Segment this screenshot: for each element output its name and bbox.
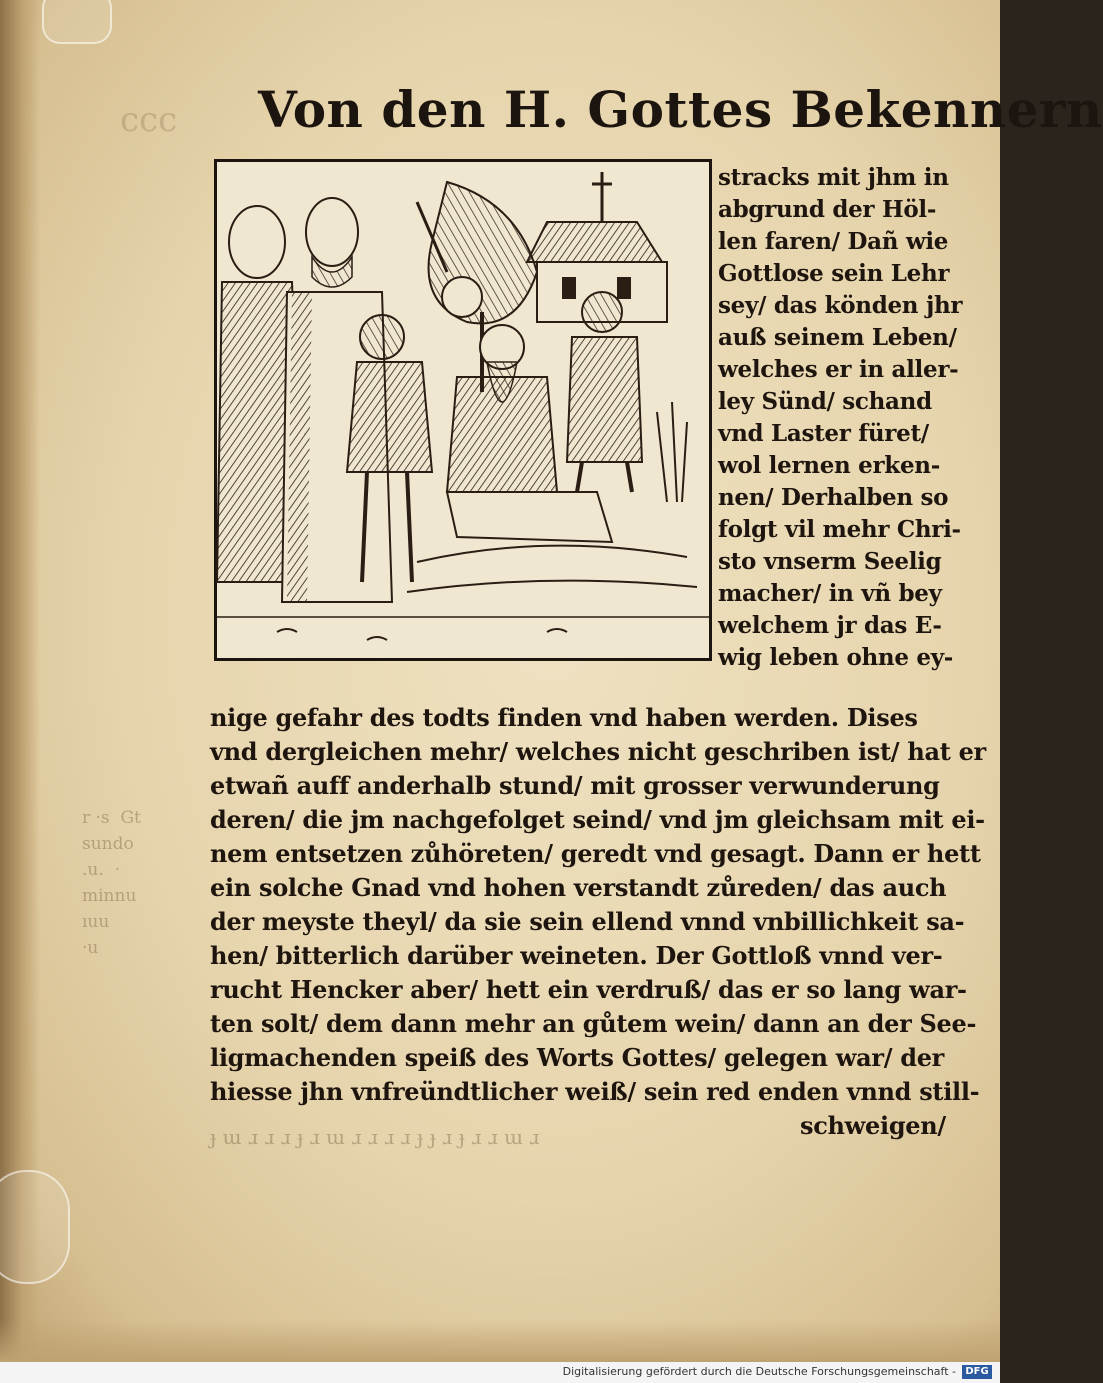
text-line: rucht Hencker aber/ hett ein verdruß/ das er so lang war- <box>210 975 967 1004</box>
text-line: wig leben ohne ey- <box>718 644 954 671</box>
text-line: hiesse jhn vnfreündtlicher weiß/ sein red enden vnnd still- <box>210 1077 980 1106</box>
text-line: sto vnserm Seelig <box>718 548 942 575</box>
text-line: wol lernen erken- <box>718 452 940 479</box>
text-line: macher/ in vñ bey <box>718 580 942 607</box>
text-line: nen/ Derhalben so <box>718 484 949 511</box>
text-line: auß seinem Leben/ <box>718 324 957 351</box>
text-line: hen/ bitterlich darüber weineten. Der Gottloß vnnd ver- <box>210 941 943 970</box>
text-line: sey/ das könden jhr <box>718 292 963 319</box>
woodcut-drawing <box>217 162 709 658</box>
text-line: abgrund der Höl- <box>718 196 937 223</box>
page-gutter-shadow <box>0 0 40 1362</box>
bleed-through-bottom: ɟ ɯ ɹ ɹ ɹ ɟ ɹ ɯ ɹ ɹ ɹ ɹ ɟ ɟ ɹ ɟ ɹ ɹ ɯ ɹ <box>210 1125 540 1149</box>
running-head-title: Von den H. Gottes Bekennern <box>258 80 1103 139</box>
text-line: vnd Laster füret/ <box>718 420 929 447</box>
text-line: welchem jr das E- <box>718 612 942 639</box>
page-clip-side <box>0 1170 70 1284</box>
page-clip-top <box>42 0 112 44</box>
text-line: ten solt/ dem dann mehr an gůtem wein/ dann an der See- <box>210 1009 977 1038</box>
text-line: ligmachenden speiß des Worts Gottes/ gelegen war/ der <box>210 1043 945 1072</box>
text-line: schweigen/ <box>800 1111 946 1140</box>
text-line: folgt vil mehr Chri- <box>718 516 961 543</box>
woodcut-illustration <box>214 159 712 661</box>
text-line: ley Sünd/ schand <box>718 388 932 415</box>
text-line: ein solche Gnad vnd hohen verstandt zůreden/ das auch <box>210 873 947 902</box>
footer-credit: Digitalisierung gefördert durch die Deutsche Forschungsgemeinschaft - <box>562 1365 956 1378</box>
text-line: len faren/ Dañ wie <box>718 228 949 255</box>
text-line: der meyste theyl/ da sie sein ellend vnnd vnbillichkeit sa- <box>210 907 965 936</box>
bleed-through-corner: ccc <box>120 100 178 140</box>
page-bottom-edge <box>0 1320 1000 1362</box>
text-line: stracks mit jhm in <box>718 164 949 191</box>
digitization-footer <box>0 1362 1000 1383</box>
dfg-logo: DFG <box>962 1365 992 1379</box>
text-line: etwañ auff anderhalb stund/ mit grosser verwunderung <box>210 771 940 800</box>
text-line: welches er in aller- <box>718 356 959 383</box>
text-line: deren/ die jm nachgefolget seind/ vnd jm gleichsam mit ei- <box>210 805 985 834</box>
text-line: Gottlose sein Lehr <box>718 260 950 287</box>
text-line: vnd dergleichen mehr/ welches nicht geschriben ist/ hat er <box>210 737 986 766</box>
bleed-through-margin: r ·s Gt sundo .u. · minnu ıuu ·u <box>82 808 141 958</box>
text-line: nem entsetzen zůhöreten/ geredt vnd gesagt. Dann er hett <box>210 839 981 868</box>
text-line: nige gefahr des todts finden vnd haben werden. Dises <box>210 703 918 732</box>
